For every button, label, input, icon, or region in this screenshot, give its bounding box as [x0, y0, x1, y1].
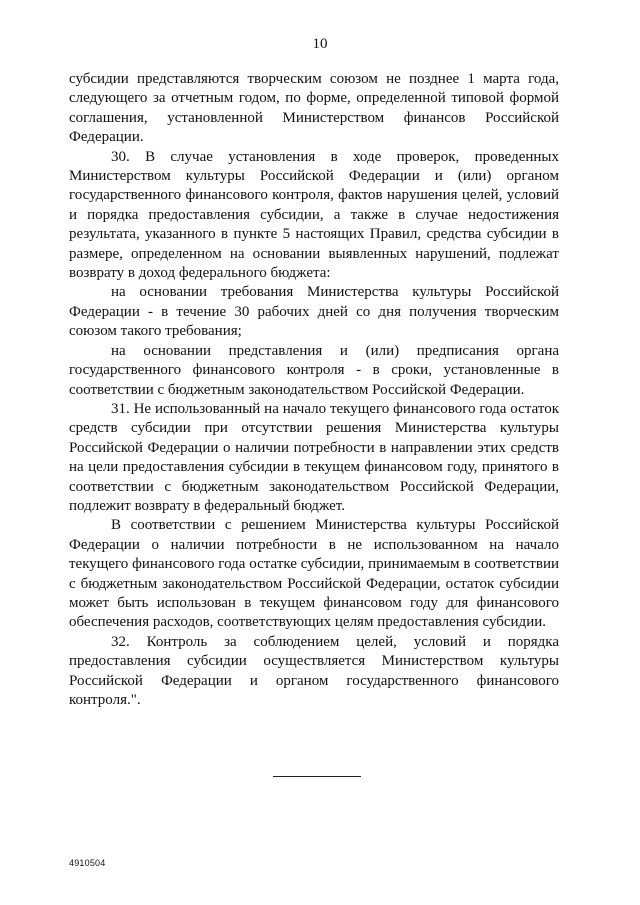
- paragraph-30-item-1: на основании требования Министерства культуры Российской Федерации - в течение 30 рабочих дней со дня получения творческим союзом такого требования;: [69, 284, 559, 340]
- paragraph-31-continued: В соответствии с решением Министерства культуры Российской Федерации о наличии потребности в не использованном на начало текущего финансового года остатке субсидии, принимаемым в соответствии с бюджетным законодательством Российской Федерации, остаток субсидии может быть использован в текущем финансовом году для финансового обеспечения расходов, соответствующих целям предоставления субсидии.: [69, 517, 559, 631]
- paragraph-30: 30. В случае установления в ходе проверок, проведенных Министерством культуры Российской Федерации и (или) органом государственного финансового контроля, фактов нарушения целей, условий и порядка предоставления субсидии, а также в случае недостижения результата, указанного в пункте 5 настоящих Правил, средства субсидии в размере, определенном на основании выявленных нарушений, подлежат возврату в доход федерального бюджета:: [69, 148, 559, 282]
- paragraph-31: 31. Не использованный на начало текущего финансового года остаток средств субсидии при отсутствии решения Министерства культуры Российской Федерации о наличии потребности в направлении этих средств на цели предоставления субсидии в текущем финансовом году, принятого в соответствии с бюджетным законодательством Российской Федерации, подлежит возврату в федеральный бюджет.: [69, 400, 559, 514]
- paragraph-30-item-2: на основании представления и (или) предписания органа государственного финансового контроля - в сроки, установленные в соответствии с бюджетным законодательством Российской Федерации.: [69, 342, 559, 398]
- document-body: [69, 70, 559, 710]
- document-code: 4910504: [69, 858, 106, 868]
- end-divider: [273, 776, 361, 777]
- paragraph-continuation: субсидии представляются творческим союзом не позднее 1 марта года, следующего за отчетным годом, по форме, определенной типовой формой соглашения, установленной Министерством финансов Российской Федерации.: [69, 71, 559, 146]
- paragraph-32: 32. Контроль за соблюдением целей, условий и порядка предоставления субсидии осуществляется Министерством культуры Российской Федерации и органом государственного финансового контроля.".: [69, 633, 559, 708]
- page-number: 10: [312, 36, 328, 52]
